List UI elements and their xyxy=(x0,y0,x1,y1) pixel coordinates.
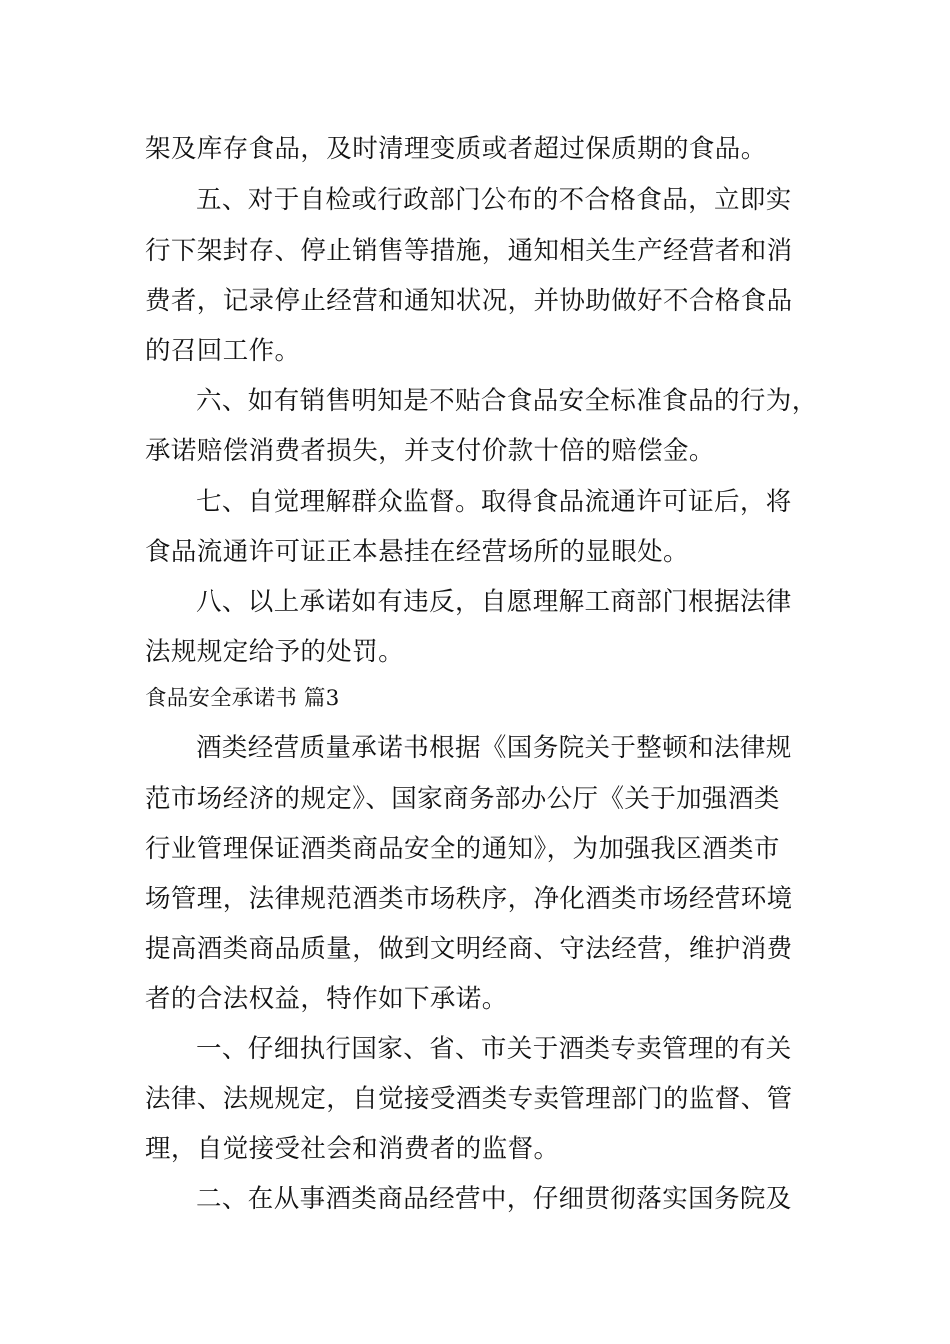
text-line: 者的合法权益，特作如下承诺。 xyxy=(145,984,508,1014)
paragraph-item-5: 五、对于自检或行政部门公布的不合格食品，立即实 xyxy=(196,185,792,215)
text-line: 的召回工作。 xyxy=(145,336,301,366)
text-line: 架及库存食品，及时清理变质或者超过保质期的食品。 xyxy=(145,134,767,164)
text-line: 费者，记录停止经营和通知状况，并协助做好不合格食品 xyxy=(145,286,793,316)
paragraph-item-1: 一、仔细执行国家、省、市关于酒类专卖管理的有关 xyxy=(196,1034,792,1064)
paragraph-item-8: 八、以上承诺如有违反，自愿理解工商部门根据法律 xyxy=(196,587,792,617)
text-line: 法律、法规规定，自觉接受酒类专卖管理部门的监督、管 xyxy=(145,1084,793,1114)
text-line: 承诺赔偿消费者损失，并支付价款十倍的赔偿金。 xyxy=(145,436,715,466)
text-line: 范市场经济的规定》、国家商务部办公厅《关于加强酒类 xyxy=(145,784,780,814)
text-line: 行业管理保证酒类商品安全的通知》，为加强我区酒类市 xyxy=(145,834,780,864)
text-line: 理，自觉接受社会和消费者的监督。 xyxy=(145,1134,560,1164)
text-line: 法规规定给予的处罚。 xyxy=(145,637,405,667)
text-line: 提高酒类商品质量，做到文明经商、守法经营，维护消费 xyxy=(145,934,793,964)
paragraph-intro: 酒类经营质量承诺书根据《国务院关于整顿和法律规 xyxy=(196,733,792,763)
text-line: 食品流通许可证正本悬挂在经营场所的显眼处。 xyxy=(145,537,689,567)
paragraph-item-7: 七、自觉理解群众监督。取得食品流通许可证后，将 xyxy=(196,487,792,517)
paragraph-item-6: 六、如有销售明知是不贴合食品安全标准食品的行为， xyxy=(196,386,818,416)
text-line: 行下架封存、停止销售等措施，通知相关生产经营者和消 xyxy=(145,236,793,266)
text-line: 场管理，法律规范酒类市场秩序，净化酒类市场经营环境 xyxy=(145,884,793,914)
paragraph-item-2: 二、在从事酒类商品经营中，仔细贯彻落实国务院及 xyxy=(196,1184,792,1214)
section-heading: 食品安全承诺书 篇3 xyxy=(145,686,340,711)
